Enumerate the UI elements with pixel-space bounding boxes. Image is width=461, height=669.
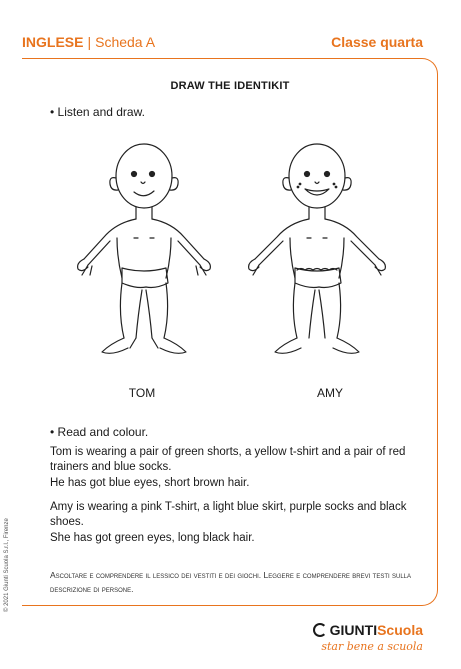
tom-hair-text: He has got blue eyes, short brown hair. [50,477,250,489]
subject-sheet [22,34,155,50]
logo-tagline: star bene a scuola [321,640,423,653]
amy-label: AMY [316,386,343,400]
amy-figure-outline [242,138,392,378]
grade-label: Classe quarta [331,34,423,50]
header-separator: | [87,34,92,50]
copyright-note: © 2021 Giunti Scuola S.r.l., Firenze [4,518,10,612]
tom-label: TOM [128,386,156,400]
amy-clothes-text: Amy is wearing a pink T-shirt, a light blue skirt, purple socks and black shoes. [50,501,407,528]
tom-figure-outline [72,138,222,378]
logo-brand: GIUNTI [329,622,378,638]
giunti-g-icon [313,623,327,637]
page-header [22,34,423,54]
publisher-logo [293,622,423,658]
tom-clothes-text: Tom is wearing a pair of green shorts, a yellow t-shirt and a pair of red trainers and blue socks. [50,446,406,473]
logo-brand-accent: Scuola [377,622,423,638]
instruction-listen: • Listen and draw. [50,105,145,119]
learning-objective: Ascoltare e comprendere il lessico dei vestiti e dei giochi. Leggere e comprendere brevi testi sulla descrizione di persone. [50,570,412,594]
logo-wordmark [313,622,423,638]
subject-label: INGLESE [22,34,84,50]
instruction-read: • Read and colour. [50,425,149,439]
worksheet-title: DRAW THE IDENTIKIT [170,80,290,92]
sheet-label: Scheda A [95,34,156,50]
amy-hair-text: She has got green eyes, long black hair. [50,532,255,544]
